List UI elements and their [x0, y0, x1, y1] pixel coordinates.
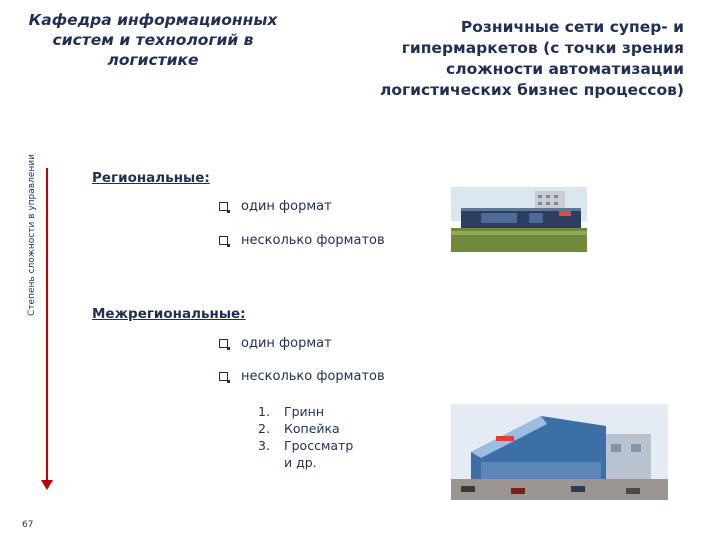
list-number	[258, 454, 284, 471]
list-text: Гринн	[284, 404, 325, 419]
page-number: 67	[22, 520, 34, 530]
list-item	[258, 403, 353, 420]
slide-title: Розничные сети супер- и гипермаркетов (с точки зрения сложности автоматизации логистических бизнес процессов)	[380, 18, 684, 99]
list-number: 1.	[258, 404, 270, 419]
examples-list	[258, 403, 353, 471]
interregional-heading: Межрегиональные:	[92, 306, 246, 322]
regional-heading: Региональные:	[92, 170, 210, 186]
bullet-text: один формат	[241, 336, 332, 351]
list-text: Копейка	[284, 421, 340, 436]
list-text: и др.	[284, 455, 317, 470]
axis-label: Степень сложности в управлении	[27, 154, 37, 316]
arrow-line	[46, 168, 48, 484]
square-bullet-icon	[219, 202, 228, 211]
interregional-item-one-format	[219, 336, 332, 351]
list-number: 3.	[258, 438, 270, 453]
arrow-head-icon	[41, 480, 53, 490]
list-item	[258, 437, 353, 454]
department-title: Кафедра информационных систем и технологий в логистике	[28, 11, 278, 69]
bullet-text: несколько форматов	[241, 369, 385, 384]
bullet-text: несколько форматов	[241, 233, 385, 248]
regional-item-several-formats	[219, 233, 385, 248]
regional-item-one-format	[219, 199, 332, 214]
list-number: 2.	[258, 421, 270, 436]
square-bullet-icon	[219, 236, 228, 245]
square-bullet-icon	[219, 339, 228, 348]
square-bullet-icon	[219, 372, 228, 381]
interregional-item-several-formats	[219, 369, 385, 384]
list-item	[258, 454, 353, 471]
complexity-arrow	[40, 168, 54, 490]
list-item	[258, 420, 353, 437]
interregional-store-photo	[451, 404, 668, 500]
regional-store-photo	[451, 187, 587, 252]
bullet-text: один формат	[241, 199, 332, 214]
list-text: Гроссматр	[284, 438, 354, 453]
